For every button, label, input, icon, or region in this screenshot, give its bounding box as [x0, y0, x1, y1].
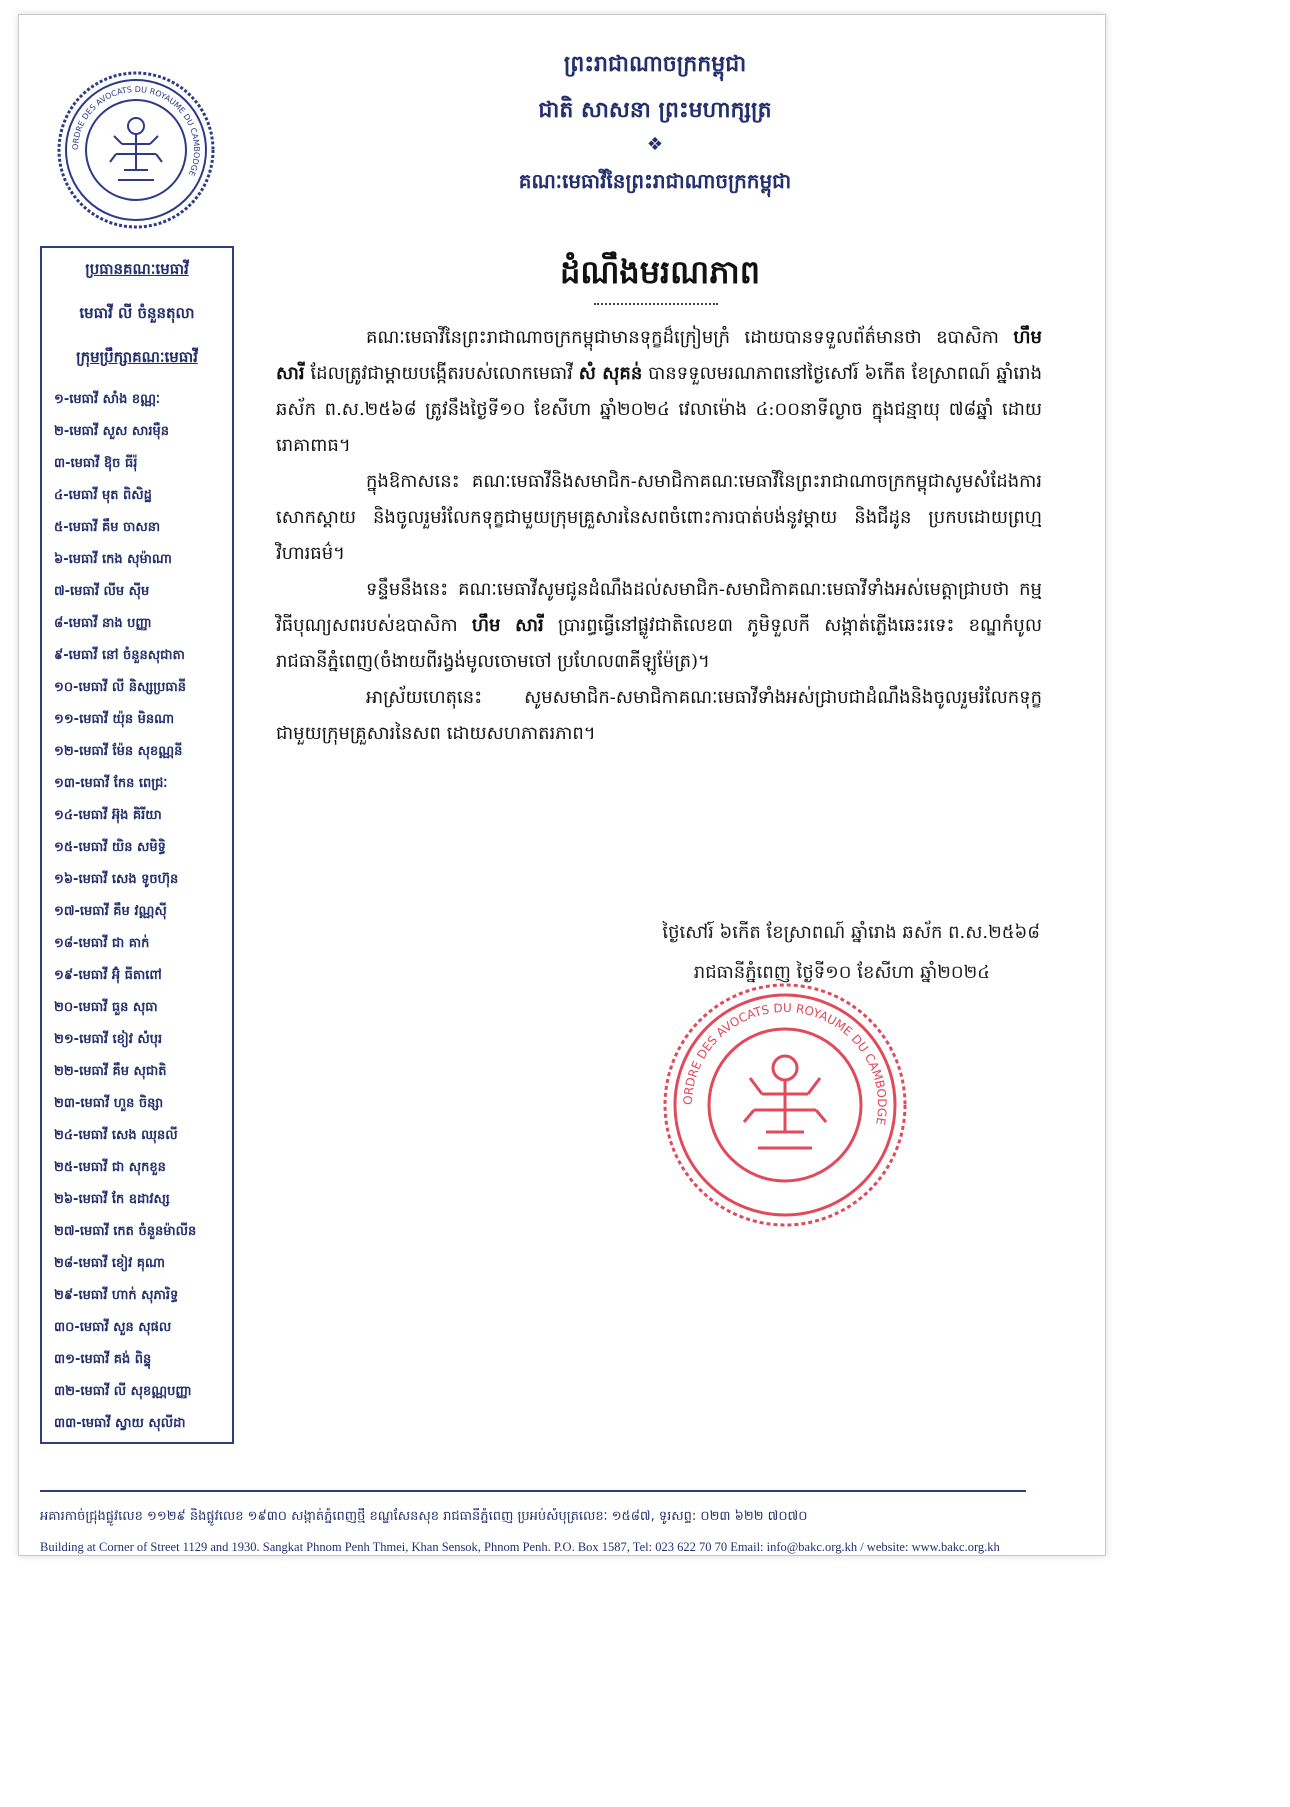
list-item: ៥-មេធាវី គឹម ចាសនា — [54, 520, 161, 535]
list-item: ២១-មេធាវី ខៀវ សំបុរ — [54, 1032, 163, 1047]
list-item: ២២-មេធាវី គឹម សុជាតិ — [54, 1064, 167, 1079]
list-item: ១១-មេធាវី យ៉ុន មិនណា — [54, 712, 175, 727]
list-item: ៣១-មេធាវី គង់ ពិន្ទុ — [54, 1352, 152, 1367]
list-item: ១៩-មេធាវី អ៊ុំ ធីតាពៅ — [54, 968, 162, 983]
list-item: ២៧-មេធាវី កេត ចំនួនម៉ាលីន — [54, 1224, 197, 1239]
list-item: ១៨-មេធាវី ជា គាក់ — [54, 936, 150, 951]
list-item: ២៦-មេធាវី កែ ឧដាវស្ស — [54, 1192, 170, 1207]
footer-address-khmer: អគារកាច់ជ្រុងផ្លូវលេខ ១១២៩ និងផ្លូវលេខ ១៩៣០ សង្កាត់ភ្នំពេញថ្មី ខណ្ឌសែនសុខ រាជធានីភ្នំពេញ ប្រអប់សំបុត្រលេខៈ ១៥៨៧, ទូរសព្ទ: ០២៣ ៦២២ ៧០៧០ — [40, 1509, 808, 1524]
list-item: ១៧-មេធាវី គឹម វណ្ណស៊ី — [54, 904, 167, 919]
list-item: ៨-មេធាវី នាង បញ្ញា — [54, 616, 152, 631]
deceased-name: ហឹម សារី — [276, 327, 1042, 384]
list-item: ៧-មេធាវី លីម ស៊ីម — [54, 584, 150, 599]
deceased-name: ហឹម សារី — [471, 615, 544, 636]
paragraph-3 — [276, 572, 1042, 680]
paragraph-2: ក្នុងឱកាសនេះ គណៈមេធាវីនិងសមាជិក-សមាជិកាគណៈមេធាវីនៃព្រះរាជាណាចក្រកម្ពុជាសូមសំដែងការសោកស្ដាយ និងចូលរួមរំលែកទុក្ខជាមួយក្រុមគ្រួសារនៃសពចំពោះការបាត់បង់នូវម្ដាយ និងជីដូន ប្រកបដោយព្រហ្មវិហារធម៌។ — [276, 471, 1042, 564]
council-heading: ក្រុមប្រឹក្សាគណៈមេធាវី — [76, 348, 198, 366]
svg-text:ORDRE DES AVOCATS DU ROYAUME D: ORDRE DES AVOCATS DU ROYAUME DU CAMBODGE — [680, 1000, 890, 1127]
list-item: ២០-មេធាវី ធួន សុធា — [54, 1000, 158, 1015]
list-item: ៣-មេធាវី ឱុច ធីរ៉ុ — [54, 456, 138, 471]
list-item: ៣២-មេធាវី លី សុខណ្ណបញ្ញា — [54, 1384, 192, 1399]
list-item: ១៦-មេធាវី សេង ទូចហ៊ុន — [54, 872, 179, 887]
list-item: ១៥-មេធាវី យិន សមិទ្ធិ — [54, 840, 166, 855]
national-motto: ជាតិ សាសនា ព្រះមហាក្សត្រ — [538, 98, 772, 123]
document-title: ដំណឹងមរណភាព — [560, 253, 760, 291]
list-item: ៦-មេធាវី កេង សុម៉ាណា — [54, 552, 172, 567]
list-item: ៤-មេធាវី មុត ពិសិដ្ឋ — [54, 488, 152, 503]
list-item: ២៤-មេធាវី សេង ឈុនលី — [54, 1128, 178, 1143]
list-item: ២៩-មេធាវី ហាក់ សុភារិទ្ធ — [54, 1288, 179, 1303]
paragraph-1 — [276, 320, 1042, 464]
footer-address-english: Building at Corner of Street 1129 and 1930. Sangkat Phnom Penh Thmei, Khan Sensok, Phnom Penh. P.O. Box 1587, Tel: 023 622 70 70 Email: info@bakc.org.kh / website: www.bakc.org.kh — [40, 1540, 1000, 1554]
council-member-list — [54, 384, 230, 1440]
bar-association-seal-blue — [56, 70, 216, 230]
organization-name: គណៈមេធាវីនៃព្រះរាជាណាចក្រកម្ពុជា — [518, 169, 792, 193]
list-item: ១២-មេធាវី ម៉ែន សុខណ្ណនី — [54, 744, 183, 759]
footer-divider — [40, 1490, 1026, 1492]
kingdom-title: ព្រះរាជាណាចក្រកម្ពុជា — [563, 52, 747, 77]
text-span: គណៈមេធាវីនៃព្រះរាជាណាចក្រកម្ពុជាមានទុក្ខដ៏ក្រៀមក្រំ ដោយបានទទួលព័ត៌មានថា ឧបាសិកា — [366, 327, 1014, 348]
list-item: ២៥-មេធាវី ជា សុកខួន — [54, 1160, 166, 1175]
list-item: ១-មេធាវី សាំង ខណ្ណៈ — [54, 392, 161, 407]
list-item: ២៨-មេធាវី ខៀវ គុណា — [54, 1256, 165, 1271]
list-item: ២៣-មេធាវី ហួន ចិន្សា — [54, 1096, 164, 1111]
list-item: ៩-មេធាវី នៅ ចំនួនសុជាតា — [54, 648, 185, 663]
list-item: ២-មេធាវី សួស សារម៉ឺន — [54, 424, 170, 439]
text-span: ដែលត្រូវជាម្ដាយបង្កើតរបស់លោកមេធាវី — [304, 363, 579, 384]
announcement-body — [276, 320, 1042, 752]
list-item: ៣០-មេធាវី សួន សុផល — [54, 1320, 172, 1335]
lawyer-name: សំ សុគន់ — [578, 363, 643, 384]
official-stamp-red — [662, 982, 908, 1228]
president-name: មេធាវី លី ចំនួនតុលា — [79, 304, 195, 322]
ornament-icon: ❖ — [646, 134, 664, 155]
council-sidebar — [40, 246, 234, 1444]
list-item: ១០-មេធាវី លី និស្សប្រធានី — [54, 680, 187, 695]
text-span: ទន្ទឹមនឹងនេះ គណៈមេធាវីសូមជូនដំណឹងដល់សមាជិក-សមាជិកាគណៈមេធាវីទាំងអស់មេត្តាជ្រាបថា កម្មវិធីបុណ្យសពរបស់ឧបាសិកា — [276, 579, 1042, 636]
text-span: ប្រារព្ធធ្វើនៅផ្លូវជាតិលេខ៣ ភូមិទួលកី សង្កាត់ភ្លើងឆេះរទេះ ខណ្ឌកំបូល រាជធានីភ្នំពេញ(ចំងាយពីរង្វង់មូលចោមចៅ ប្រហែល៣គីឡូម៉ែត្រ)។ — [276, 615, 1042, 672]
solar-date: រាជធានីភ្នំពេញ ថ្ងៃទី១០ ខែសីហា ឆ្នាំ២០២៤ — [693, 962, 990, 983]
text-span: បានទទួលមរណភាពនៅថ្ងៃសៅរ៍ ៦កើត ខែស្រាពណ៍ ឆ្នាំរោង ឆស័ក ព.ស.២៥៦៨ ត្រូវនឹងថ្ងៃទី១០ ខែសីហា ឆ្នាំ២០២៤ វេលាម៉ោង ៤:០០នាទីល្ងាច ក្នុងជន្មាយុ ៧៨ឆ្នាំ ដោយរោគាពាធ។ — [276, 363, 1042, 456]
list-item: ១៤-មេធាវី អ៊ុង គិរីយា — [54, 808, 162, 823]
president-heading: ប្រធានគណៈមេធាវី — [85, 260, 189, 278]
list-item: ១៣-មេធាវី កែន ពេជ្រៈ — [54, 776, 168, 791]
list-item: ៣៣-មេធាវី ស្វាយ សុលីដា — [54, 1416, 186, 1431]
svg-text:ORDRE DES AVOCATS DU ROYAUME D: ORDRE DES AVOCATS DU ROYAUME DU CAMBODGE — [70, 84, 202, 178]
lunar-date: ថ្ងៃសៅរ៍ ៦កើត ខែស្រាពណ៍ ឆ្នាំរោង ឆស័ក ព.ស.២៥៦៨ — [662, 922, 1040, 943]
paragraph-4: អាស្រ័យហេតុនេះ សូមសមាជិក-សមាជិកាគណៈមេធាវីទាំងអស់ជ្រាបជាដំណឹងនិងចូលរួមរំលែកទុក្ខជាមួយក្រុមគ្រួសារនៃសព ដោយសហភាតរភាព។ — [276, 687, 1042, 744]
title-divider — [594, 303, 718, 305]
